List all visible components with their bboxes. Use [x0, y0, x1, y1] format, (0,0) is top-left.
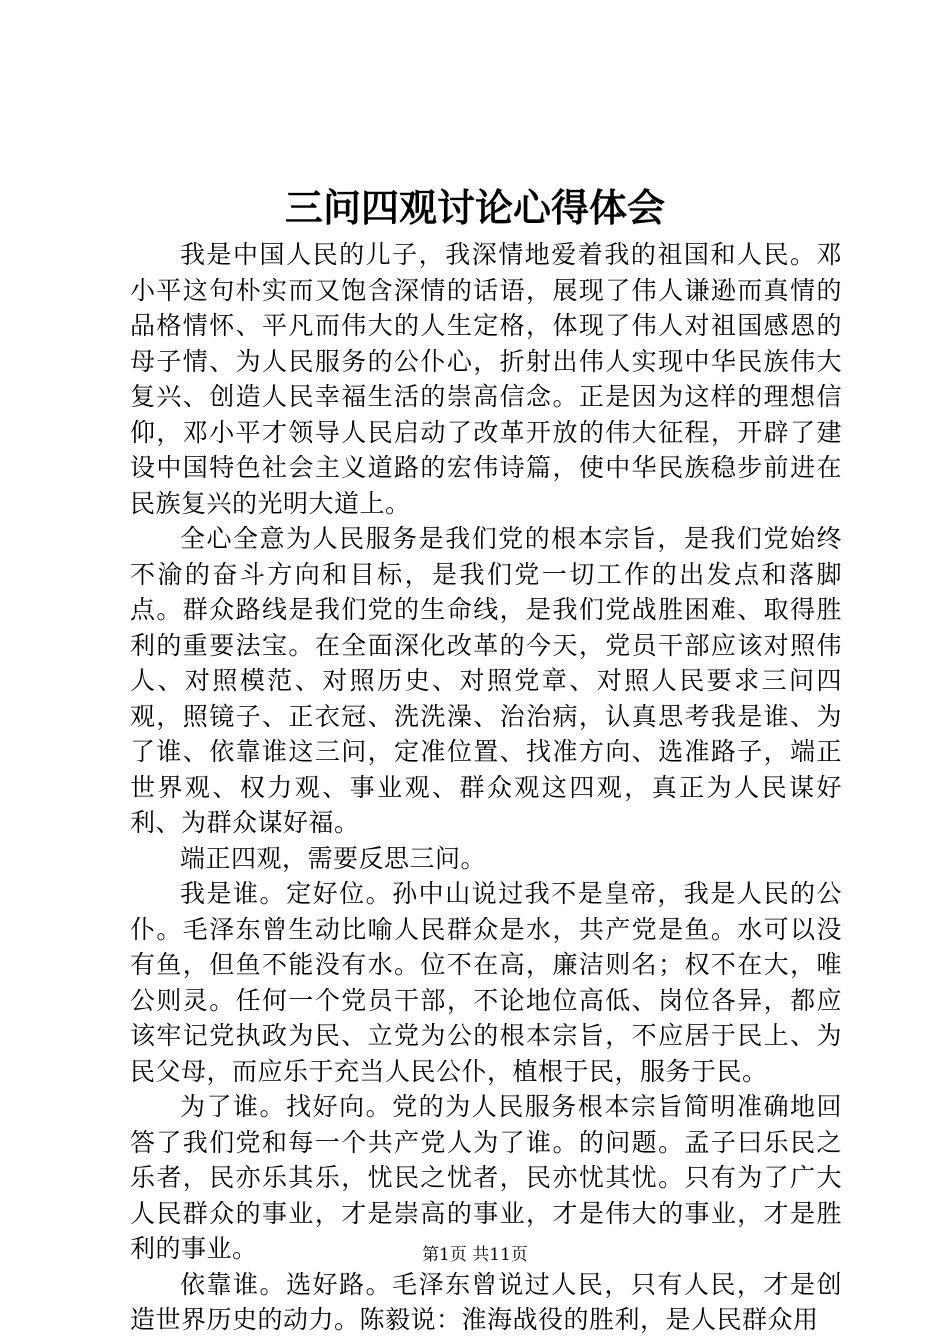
paragraph-6: 依靠谁。选好路。毛泽东曾说过人民，只有人民，才是创造世界历史的动力。陈毅说：淮海战役的胜利，是人民群众用 — [130, 1269, 842, 1334]
document-title: 三问四观讨论心得体会 — [284, 185, 665, 230]
paragraph-5: 为了谁。找好向。党的为人民服务根本宗旨简明准确地回答了我们党和每一个共产党人为了谁。的问题。孟子曰乐民之乐者，民亦乐其乐，忧民之忧者，民亦忧其忧。只有为了广大人民群众的事业，才是崇高的事业，才是伟大的事业，才是胜利的事业。 — [130, 1092, 842, 1263]
paragraph-1: 我是中国人民的儿子，我深情地爱着我的祖国和人民。邓小平这句朴实而又饱含深情的话语，展现了伟人谦逊而真情的品格情怀、平凡而伟大的人生定格，体现了伟人对祖国感恩的母子情、为人民服务的公仆心，折射出伟人实现中华民族伟大复兴、创造人民幸福生活的崇高信念。正是因为这样的理想信仰，邓小平才领导人民启动了改革开放的伟大征程，开辟了建设中国特色社会主义道路的宏伟诗篇，使中华民族稳步前进在民族复兴的光明大道上。 — [130, 240, 842, 518]
document-body — [130, 237, 842, 1338]
paragraph-4: 我是谁。定好位。孙中山说过我不是皇帝，我是人民的公仆。毛泽东曾生动比喻人民群众是水，共产党是鱼。水可以没有鱼，但鱼不能没有水。位不在高，廉洁则名；权不在大，唯公则灵。任何一个党员干部，不论地位高低、岗位各异，都应该牢记党执政为民、立党为公的根本宗旨，不应居于民上、为民父母，而应乐于充当人民公仆，植根于民，服务于民。 — [130, 879, 842, 1086]
paragraph-3: 端正四观，需要反思三问。 — [180, 843, 487, 873]
paragraph-2: 全心全意为人民服务是我们党的根本宗旨，是我们党始终不渝的奋斗方向和目标，是我们党一切工作的出发点和落脚点。群众路线是我们党的生命线，是我们党战胜困难、取得胜利的重要法宝。在全面深化改革的今天，党员干部应该对照伟人、对照模范、对照历史、对照党章、对照人民要求三问四观，照镜子、正衣冠、洗洗澡、治治病，认真思考我是谁、为了谁、依靠谁这三问，定准位置、找准方向、选准路子，端正世界观、权力观、事业观、群众观这四观，真正为人民谋好利、为群众谋好福。 — [130, 524, 842, 837]
page-number-footer: 第1页 共11页 — [422, 1245, 528, 1265]
